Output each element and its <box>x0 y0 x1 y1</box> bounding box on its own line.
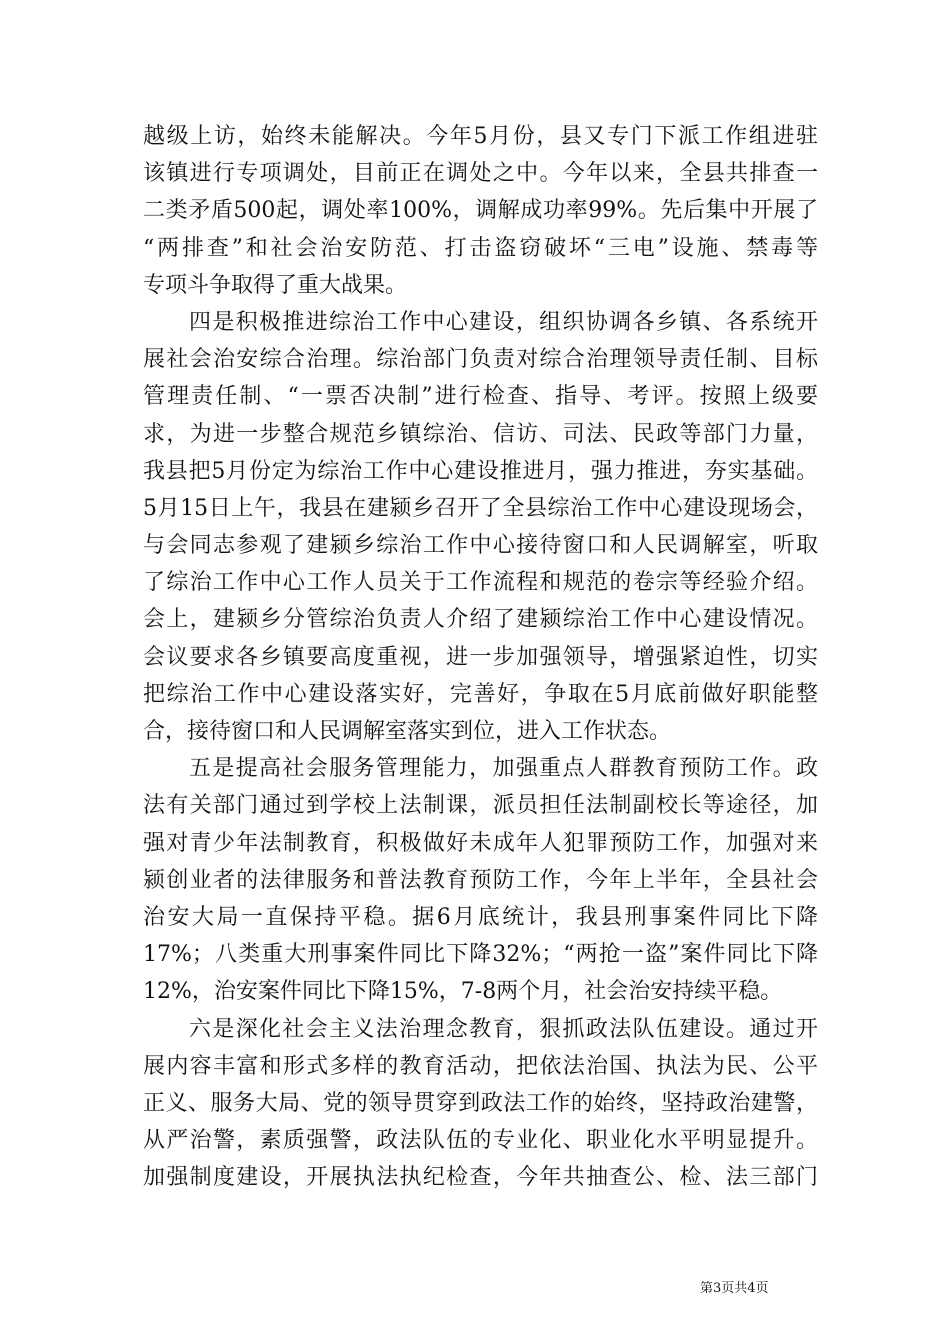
text-line: 会议要求各乡镇要高度重视，进一步加强领导，增强紧迫性，切实 <box>143 644 818 670</box>
text-line: 法有关部门通过到学校上法制课，派员担任法制副校长等途径，加 <box>143 793 818 819</box>
text-line: 展内容丰富和形式多样的教育活动，把依法治国、执法为民、公平 <box>143 1053 818 1079</box>
text-line: 我县把5月份定为综治工作中心建设推进月，强力推进，夯实基础。 <box>143 458 818 484</box>
text-line: 治安大局一直保持平稳。据6月底统计，我县刑事案件同比下降 <box>143 904 818 930</box>
text-line: 越级上访，始终未能解决。今年5月份，县又专门下派工作组进驻 <box>143 124 818 149</box>
paragraph-first-line: 四是积极推进综治工作中心建设，组织协调各乡镇、各系统开 <box>189 309 818 335</box>
text-line: 专项斗争取得了重大战果。 <box>143 272 408 298</box>
text-line: 管理责任制、“一票否决制”进行检查、指导、考评。按照上级要 <box>143 384 818 410</box>
text-line: 该镇进行专项调处，目前正在调处之中。今年以来，全县共排查一 <box>143 161 818 187</box>
text-line: 从严治警，素质强警，政法队伍的专业化、职业化水平明显提升。 <box>143 1128 818 1154</box>
text-line: 了综治工作中心工作人员关于工作流程和规范的卷宗等经验介绍。 <box>143 570 818 596</box>
document-body <box>143 118 818 1196</box>
text-line: “两排查”和社会治安防范、打击盗窃破坏“三电”设施、禁毒等 <box>143 235 818 261</box>
text-line: 求，为进一步整合规范乡镇综治、信访、司法、民政等部门力量， <box>143 421 818 447</box>
text-line: 17%；八类重大刑事案件同比下降32%；“两抢一盗”案件同比下降 <box>143 942 818 968</box>
text-line: 正义、服务大局、党的领导贯穿到政法工作的始终，坚持政治建警， <box>143 1090 818 1116</box>
text-line: 展社会治安综合治理。综治部门负责对综合治理领导责任制、目标 <box>143 347 818 373</box>
text-line: 加强制度建设，开展执法执纪检查，今年共抽查公、检、法三部门 <box>143 1165 818 1191</box>
text-line: 12%，治安案件同比下降15%，7-8两个月，社会治安持续平稳。 <box>143 979 783 1005</box>
text-line: 颍创业者的法律服务和普法教育预防工作，今年上半年，全县社会 <box>143 867 818 893</box>
text-line: 把综治工作中心建设落实好，完善好，争取在5月底前做好职能整 <box>143 681 818 707</box>
paragraph-first-line: 五是提高社会服务管理能力，加强重点人群教育预防工作。政 <box>189 756 818 782</box>
text-line: 二类矛盾500起，调处率100%，调解成功率99%。先后集中开展了 <box>143 198 818 224</box>
page-number: 第3页共4页 <box>700 1281 769 1296</box>
text-line: 合，接待窗口和人民调解室落实到位，进入工作状态。 <box>143 719 672 744</box>
text-line: 5月15日上午，我县在建颍乡召开了全县综治工作中心建设现场会， <box>143 495 818 521</box>
paragraph-first-line: 六是深化社会主义法治理念教育，狠抓政法队伍建设。通过开 <box>189 1016 818 1042</box>
text-line: 会上，建颍乡分管综治负责人介绍了建颍综治工作中心建设情况。 <box>143 607 818 633</box>
text-line: 与会同志参观了建颍乡综治工作中心接待窗口和人民调解室，听取 <box>143 533 818 559</box>
text-line: 强对青少年法制教育，积极做好未成年人犯罪预防工作，加强对来 <box>143 830 818 856</box>
